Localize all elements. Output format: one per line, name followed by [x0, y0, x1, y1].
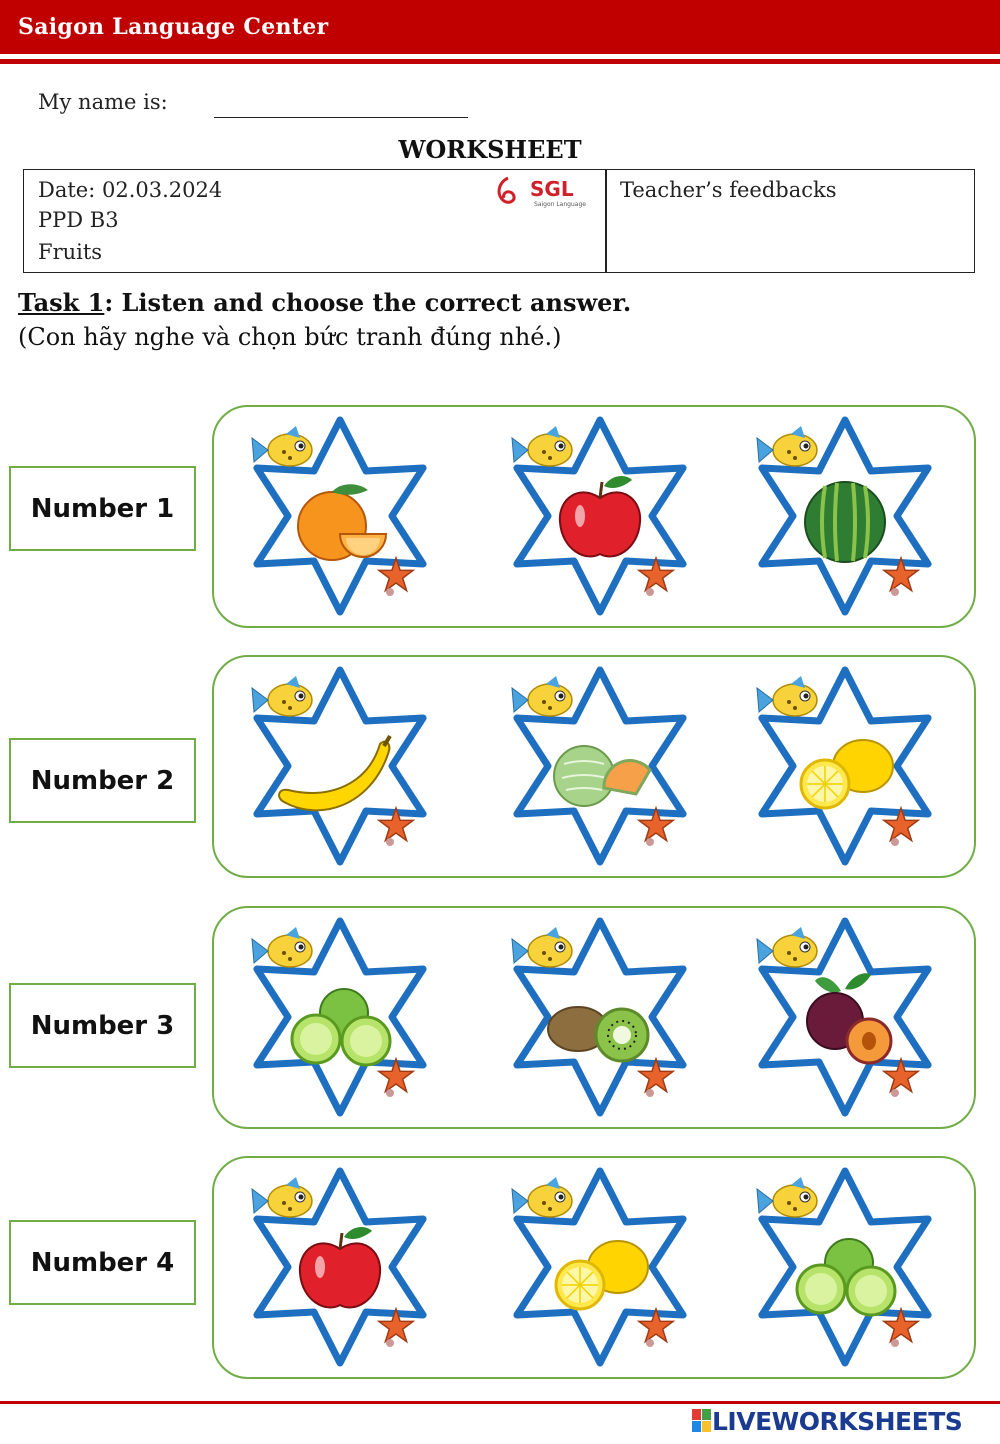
task-instruction-vi: (Con hãy nghe và chọn bức tranh đúng nhé.): [18, 323, 562, 351]
question-number-label: Number 4: [9, 1220, 196, 1305]
answer-option-lime[interactable]: [745, 1167, 945, 1367]
fish-icon: [512, 1177, 572, 1217]
fish-icon: [252, 927, 312, 967]
header-divider: [0, 59, 1000, 64]
info-divider: [605, 169, 607, 273]
header-bar: [0, 0, 1000, 54]
answer-option-watermelon[interactable]: [745, 416, 945, 616]
question-number-label: Number 3: [9, 983, 196, 1068]
topic-text: Fruits: [38, 240, 103, 264]
center-name: Saigon Language Center: [18, 14, 329, 40]
fish-icon: [512, 676, 572, 716]
page-title: WORKSHEET: [398, 135, 582, 164]
answer-option-apple[interactable]: [500, 416, 700, 616]
fish-icon: [252, 1177, 312, 1217]
sgl-logo: [494, 173, 594, 209]
fish-icon: [757, 676, 817, 716]
fish-icon: [512, 426, 572, 466]
task-instruction: : Listen and choose the correct answer.: [104, 288, 632, 317]
fish-icon: [757, 426, 817, 466]
fish-icon: [252, 676, 312, 716]
fish-icon: [252, 426, 312, 466]
liveworksheets-icon: [692, 1409, 712, 1433]
task-heading: [18, 288, 631, 317]
class-code: PPD B3: [38, 208, 119, 232]
answer-option-lemon[interactable]: [500, 1167, 700, 1367]
logo-subtext: Saigon Language: [534, 201, 586, 208]
answer-option-kiwi[interactable]: [500, 917, 700, 1117]
question-number-label: Number 1: [9, 466, 196, 551]
footer-divider: [0, 1401, 1000, 1404]
fish-icon: [757, 927, 817, 967]
liveworksheets-logo: [692, 1406, 962, 1436]
task-label: Task 1: [18, 288, 105, 317]
question-number-label: Number 2: [9, 738, 196, 823]
answer-option-melon[interactable]: [500, 666, 700, 866]
answer-option-plum[interactable]: [745, 917, 945, 1117]
fish-icon: [757, 1177, 817, 1217]
answer-option-apple[interactable]: [240, 1167, 440, 1367]
date-text: Date: 02.03.2024: [38, 178, 223, 202]
answer-option-banana[interactable]: [240, 666, 440, 866]
name-label: My name is:: [38, 90, 168, 114]
logo-text: SGL: [530, 177, 574, 201]
answer-option-orange[interactable]: [240, 416, 440, 616]
answer-option-lime[interactable]: [240, 917, 440, 1117]
fish-icon: [512, 927, 572, 967]
teacher-feedback-label: Teacher’s feedbacks: [620, 178, 837, 202]
name-input-line[interactable]: [214, 117, 468, 118]
footer-brand: LIVEWORKSHEETS: [712, 1406, 963, 1436]
watermelon-icon: [805, 482, 885, 562]
answer-option-lemon[interactable]: [745, 666, 945, 866]
